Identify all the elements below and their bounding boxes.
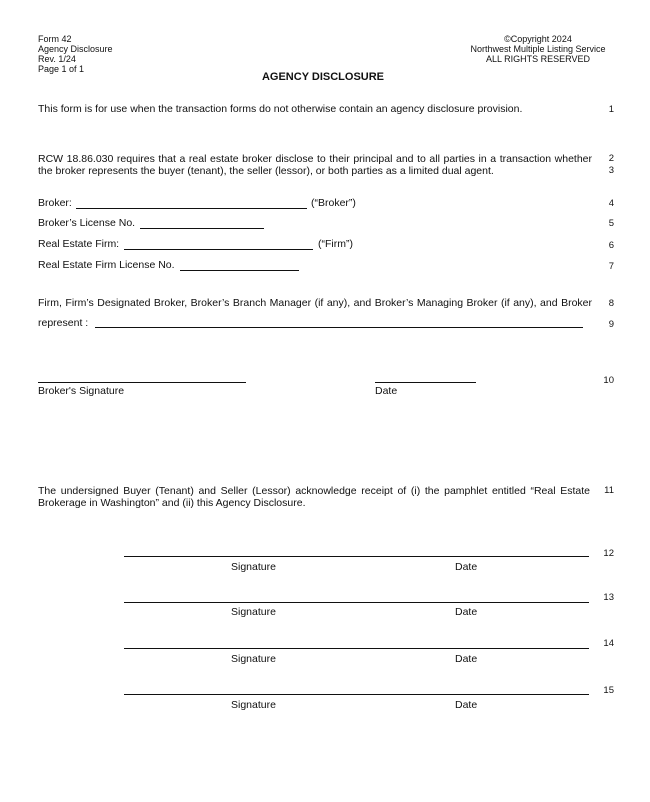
rcw-line-1: RCW 18.86.030 requires that a real estate broker disclose to their principal and to all parties in a transaction whether <box>38 153 592 165</box>
acknowledge-line-2: Brokerage in Washington” and (ii) this Agency Disclosure. <box>38 497 306 509</box>
line-number: 11 <box>604 485 614 496</box>
broker-date-line[interactable] <box>375 382 476 383</box>
party-signature-label: Signature <box>231 561 276 573</box>
page-count: Page 1 of 1 <box>38 64 85 74</box>
line-number: 9 <box>608 319 614 330</box>
broker-field[interactable] <box>78 196 306 208</box>
firm-field[interactable] <box>126 237 312 249</box>
firm-license-field[interactable] <box>182 258 298 270</box>
copyright-block <box>458 34 618 64</box>
line-number: 13 <box>603 592 614 603</box>
form-revision: Rev. 1/24 <box>38 54 76 64</box>
line-number: 15 <box>603 685 614 696</box>
represent-line-1: Firm, Firm’s Designated Broker, Broker’s Branch Manager (if any), and Broker’s Managing Broker (if any), and Broker <box>38 297 592 309</box>
party-date-label: Date <box>455 653 478 665</box>
form-id-block <box>38 34 113 74</box>
line-number: 12 <box>603 548 614 559</box>
firm-label: Real Estate Firm: <box>38 238 120 250</box>
broker-date-label: Date <box>375 385 398 397</box>
broker-field-underline <box>76 208 307 209</box>
publisher-line: Northwest Multiple Listing Service <box>470 44 606 54</box>
represent-label: represent : <box>38 317 89 329</box>
party-date-label: Date <box>455 699 478 711</box>
firm-license-field-underline <box>180 270 299 271</box>
line-number: 2 <box>608 153 614 164</box>
firm-field-underline <box>124 249 313 250</box>
page-title: AGENCY DISCLOSURE <box>261 71 385 83</box>
firm-suffix: (“Firm”) <box>318 238 353 250</box>
line-number: 3 <box>608 165 614 176</box>
party-date-label: Date <box>455 561 478 573</box>
license-field[interactable] <box>142 216 262 228</box>
rights-line: ALL RIGHTS RESERVED <box>485 54 591 64</box>
party-signature-label: Signature <box>231 606 276 618</box>
license-label: Broker’s License No. <box>38 217 136 229</box>
party-signature-label: Signature <box>231 699 276 711</box>
line-number: 5 <box>608 218 614 229</box>
form-name: Agency Disclosure <box>38 44 113 54</box>
party-signature-line[interactable] <box>124 556 589 557</box>
party-signature-label: Signature <box>231 653 276 665</box>
line-number: 6 <box>608 240 614 251</box>
line-number: 10 <box>603 375 614 386</box>
copyright-line: ©Copyright 2024 <box>504 34 572 44</box>
line-number: 4 <box>608 198 614 209</box>
broker-label: Broker: <box>38 197 72 209</box>
line-number: 1 <box>608 104 614 115</box>
line-number: 8 <box>608 298 614 309</box>
line-number: 7 <box>608 261 614 272</box>
rcw-line-2: the broker represents the buyer (tenant), the seller (lessor), or both parties as a limited dual agent. <box>38 165 494 177</box>
broker-signature-label: Broker's Signature <box>38 385 125 397</box>
firm-license-label: Real Estate Firm License No. <box>38 259 175 271</box>
party-signature-line[interactable] <box>124 694 589 695</box>
acknowledge-line-1: The undersigned Buyer (Tenant) and Seller (Lessor) acknowledge receipt of (i) the pamphlet entitled “Real Estate <box>38 485 590 497</box>
intro-text: This form is for use when the transaction forms do not otherwise contain an agency disclosure provision. <box>38 103 523 115</box>
broker-signature-line[interactable] <box>38 382 246 383</box>
license-field-underline <box>140 228 264 229</box>
line-number: 14 <box>603 638 614 649</box>
party-signature-line[interactable] <box>124 602 589 603</box>
represent-field[interactable] <box>97 315 581 327</box>
represent-field-underline <box>95 327 583 328</box>
form-number: Form 42 <box>38 34 72 44</box>
broker-suffix: (“Broker”) <box>311 197 356 209</box>
party-signature-line[interactable] <box>124 648 589 649</box>
party-date-label: Date <box>455 606 478 618</box>
